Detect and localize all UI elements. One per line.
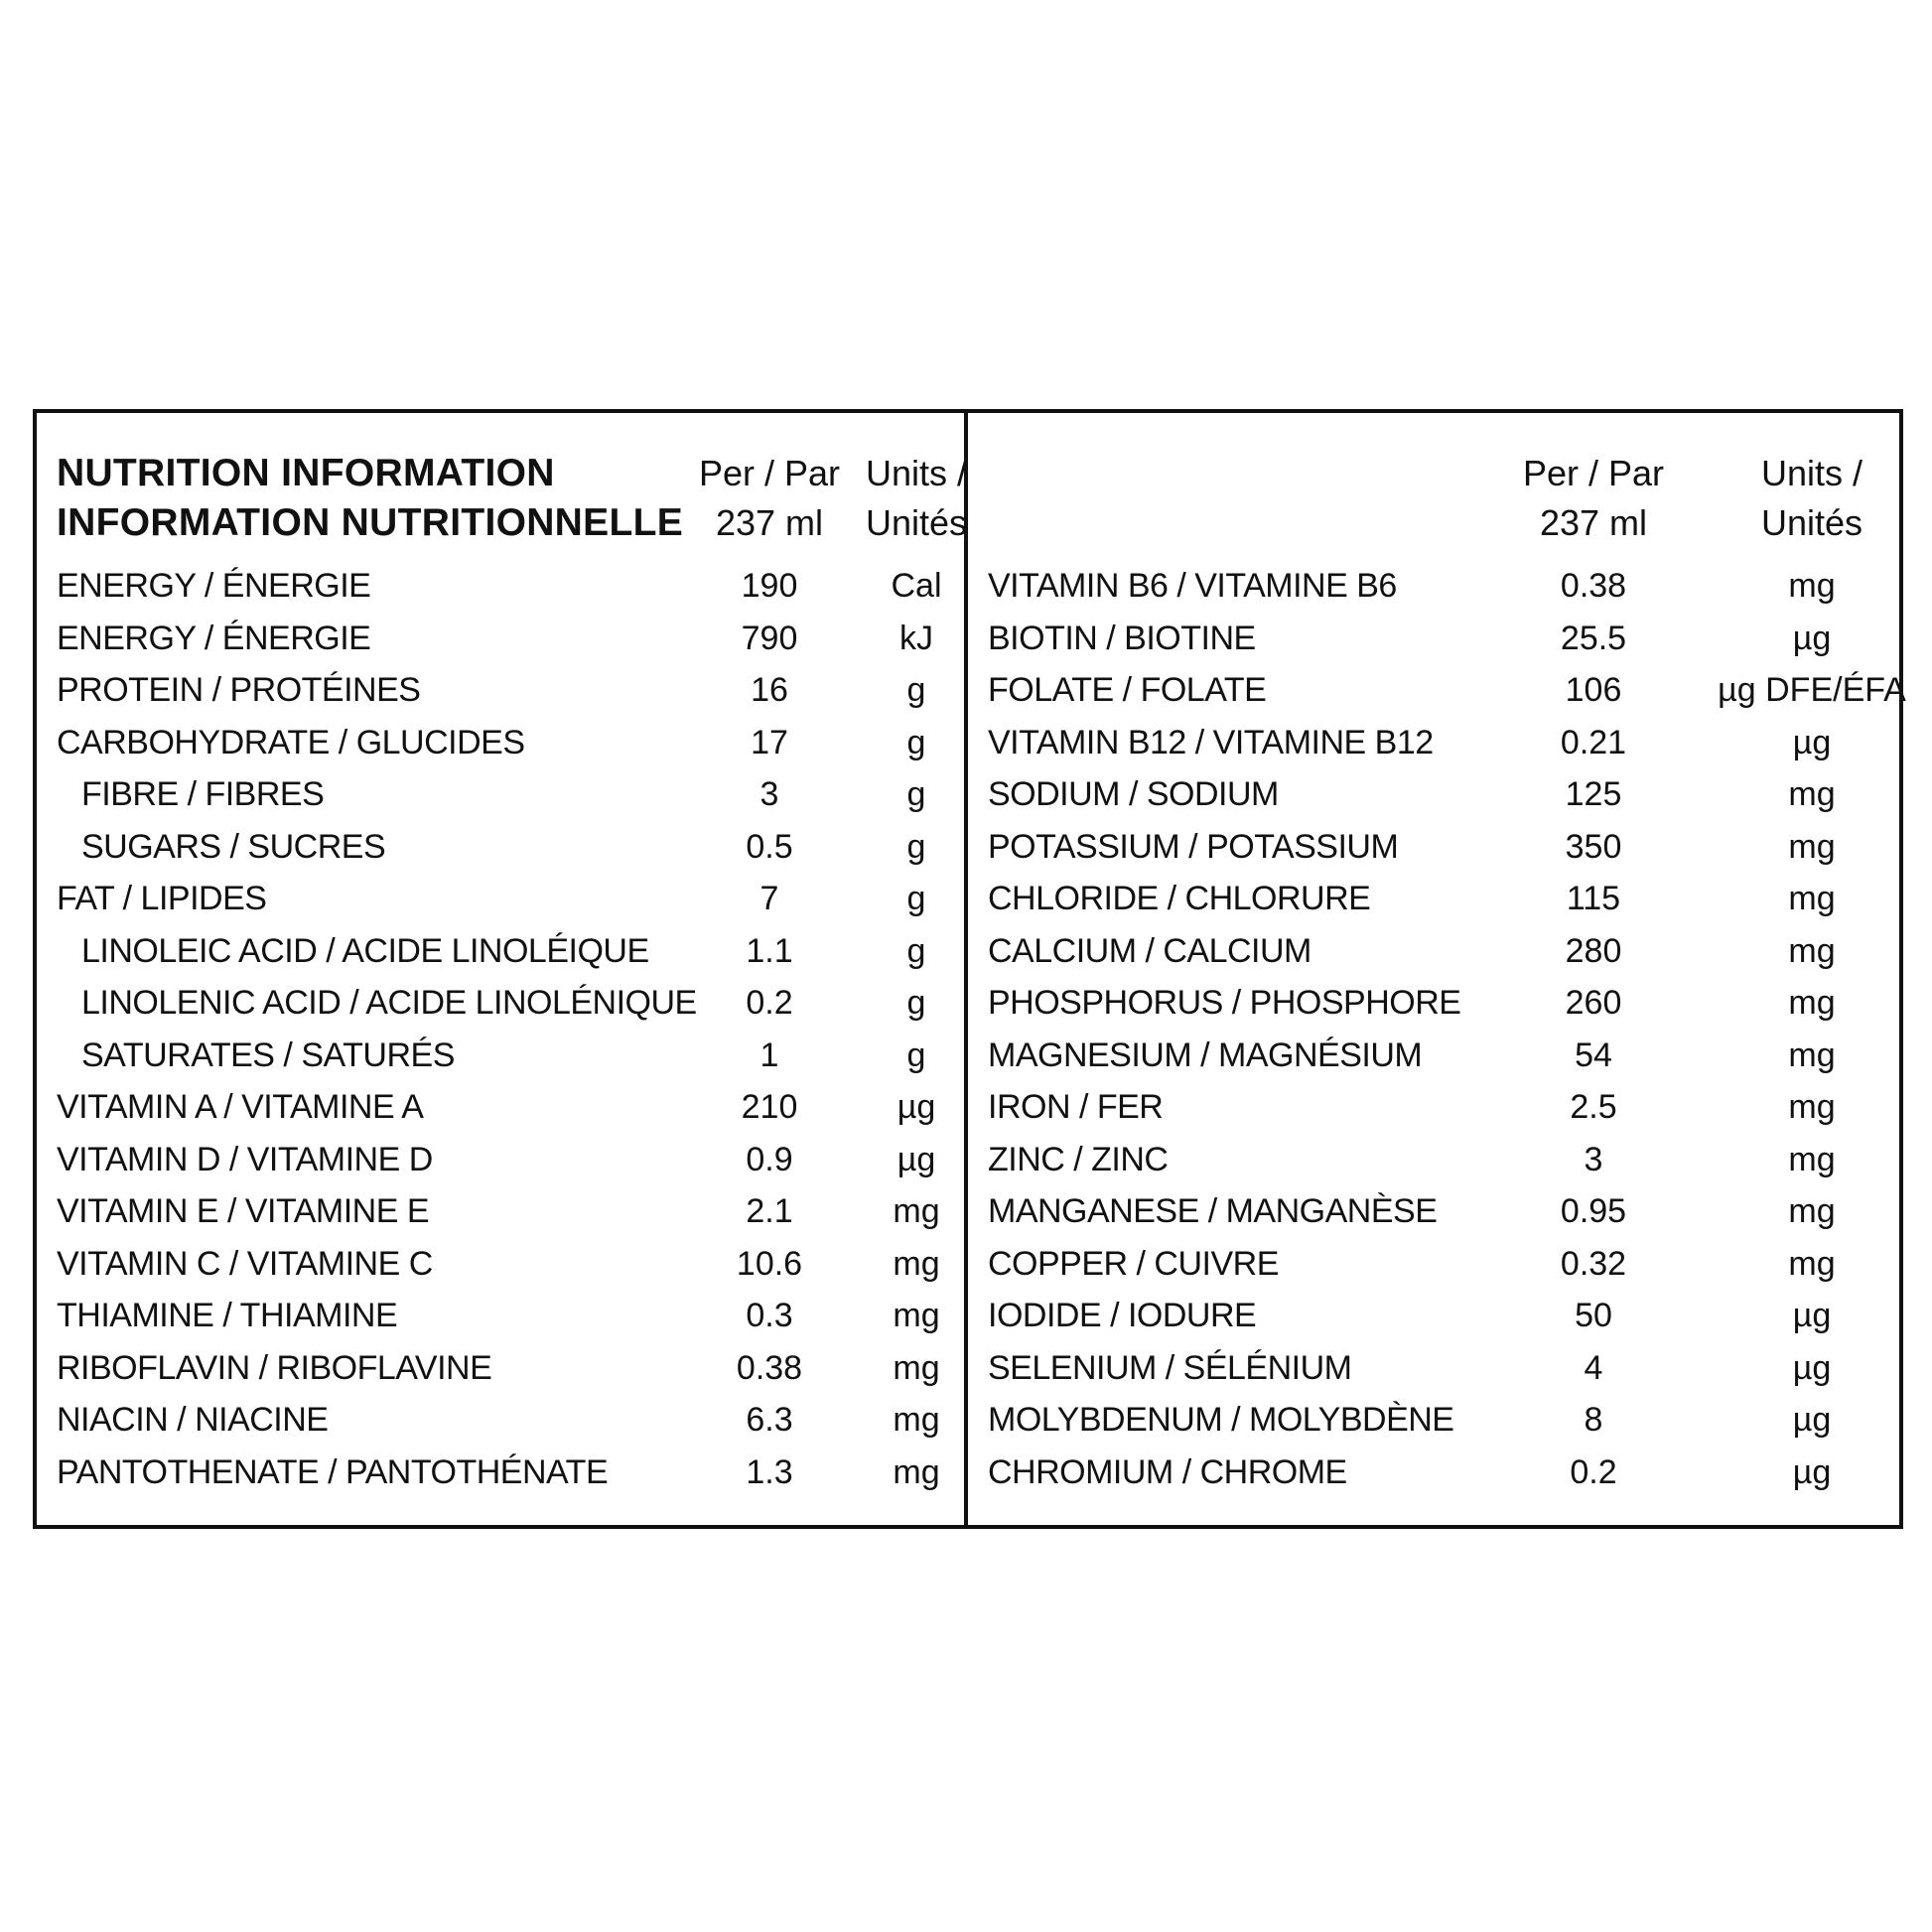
nutrient-row [968,768,1899,821]
per-header-line1: Per / Par [698,453,841,493]
nutrient-row [968,1290,1899,1342]
nutrient-name: CHROMIUM / CHROME [988,1452,1347,1491]
units-header-line1: Units / [865,453,968,493]
nutrient-amount: 350 [1565,827,1622,866]
nutrient-unit: Cal [891,567,942,605]
per-header-line2: 237 ml [715,502,824,543]
nutrient-row [968,664,1906,717]
nutrient-row [968,1185,1899,1238]
nutrient-unit: mg [893,1192,940,1230]
nutrient-name: PANTOTHENATE / PANTOTHÉNATE [57,1452,609,1491]
nutrient-name: VITAMIN C / VITAMINE C [57,1244,433,1283]
nutrient-amount: 0.3 [746,1297,793,1334]
nutrient-row [37,925,964,978]
nutrient-unit: µg [1792,1348,1832,1387]
nutrient-unit: µg [897,1140,936,1178]
nutrient-row [37,1134,964,1186]
nutrient-row [968,560,1899,613]
nutrient-amount: 2.5 [1570,1088,1617,1126]
left-header [37,449,968,558]
nutrient-name: FOLATE / FOLATE [988,671,1267,709]
nutrient-amount: 25.5 [1560,619,1627,657]
nutrient-row [968,1030,1899,1082]
nutrient-name: POTASSIUM / POTASSIUM [988,827,1399,866]
nutrient-row [968,1394,1899,1447]
right-header [968,449,1899,558]
nutrient-amount: 1 [759,1035,779,1074]
nutrient-row [37,873,964,925]
nutrient-amount: 1.1 [746,931,793,970]
nutrient-name: VITAMIN E / VITAMINE E [57,1192,430,1230]
nutrient-name: CARBOHYDRATE / GLUCIDES [57,723,525,761]
nutrient-unit: kJ [899,619,933,657]
nutrient-unit: µg [1792,619,1832,657]
units-header-line2: Unités [1760,502,1863,543]
nutrient-row [968,925,1899,978]
nutrient-row [37,977,964,1030]
nutrient-name: COPPER / CUIVRE [988,1244,1279,1283]
nutrient-amount: 17 [751,723,788,761]
nutrient-name: LINOLEIC ACID / ACIDE LINOLÉIQUE [81,931,649,970]
nutrient-amount: 54 [1575,1035,1612,1074]
nutrient-amount: 260 [1565,984,1622,1022]
nutrient-unit: mg [893,1297,940,1334]
nutrient-amount: 790 [741,619,798,657]
nutrient-row [37,1342,964,1395]
nutrient-unit: mg [1788,1088,1836,1126]
nutrient-row [968,1238,1899,1291]
nutrient-unit: µg [1792,1452,1832,1491]
nutrient-name: PHOSPHORUS / PHOSPHORE [988,984,1461,1022]
nutrient-amount: 0.38 [1560,567,1627,605]
units-header [1663,449,1932,548]
nutrient-row [37,560,964,613]
nutrient-amount: 7 [759,880,779,917]
nutrient-name: RIBOFLAVIN / RIBOFLAVINE [57,1348,492,1387]
nutrient-name: IODIDE / IODURE [988,1297,1257,1334]
left-nutrient-list [37,560,964,1498]
nutrient-row [968,613,1899,665]
nutrient-unit: mg [1788,984,1836,1022]
nutrient-name: VITAMIN B6 / VITAMINE B6 [988,567,1397,605]
units-header-line1: Units / [1760,453,1863,493]
nutrient-unit: mg [893,1244,940,1283]
nutrient-amount: 0.21 [1560,723,1627,761]
nutrient-name: CHLORIDE / CHLORURE [988,880,1371,917]
nutrient-row [37,1447,964,1499]
nutrient-row [37,1185,964,1238]
nutrient-name: SUGARS / SUCRES [81,827,386,866]
units-header-line2: Unités [865,502,968,543]
nutrient-row [968,1342,1899,1395]
nutrient-name: FAT / LIPIDES [57,880,267,917]
nutrient-row [37,664,964,717]
nutrient-amount: 0.5 [746,827,793,866]
nutrient-unit: g [906,984,926,1022]
nutrient-unit: g [906,880,926,917]
nutrient-amount: 1.3 [746,1452,793,1491]
nutrient-name: FIBRE / FIBRES [81,775,325,813]
nutrient-row [37,1081,964,1134]
nutrient-name: SATURATES / SATURÉS [81,1035,455,1074]
nutrient-amount: 125 [1565,775,1622,813]
nutrient-row [968,1447,1899,1499]
nutrient-amount: 6.3 [746,1401,793,1439]
right-nutrient-list [968,560,1906,1498]
nutrient-unit: mg [1788,1192,1836,1230]
nutrient-row [37,768,964,821]
nutrient-amount: 4 [1584,1348,1603,1387]
nutrient-name: MAGNESIUM / MAGNÉSIUM [988,1035,1423,1074]
nutrient-name: ZINC / ZINC [988,1140,1169,1178]
title-french: INFORMATION NUTRITIONNELLE [57,501,684,544]
nutrient-amount: 106 [1565,671,1622,709]
nutrient-name: SELENIUM / SÉLÉNIUM [988,1348,1352,1387]
nutrient-unit: mg [1788,1244,1836,1283]
nutrient-name: BIOTIN / BIOTINE [988,619,1256,657]
nutrient-name: ENERGY / ÉNERGIE [57,619,371,657]
nutrient-row [37,1290,964,1342]
nutrient-name: THIAMINE / THIAMINE [57,1297,398,1334]
nutrient-unit: g [906,723,926,761]
nutrient-name: NIACIN / NIACINE [57,1401,329,1439]
nutrient-amount: 16 [751,671,788,709]
nutrient-amount: 3 [759,775,779,813]
nutrient-unit: mg [1788,1140,1836,1178]
nutrient-row [37,1238,964,1291]
nutrient-name: IRON / FER [988,1088,1164,1126]
nutrient-unit: mg [893,1452,940,1491]
nutrient-name: CALCIUM / CALCIUM [988,931,1311,970]
nutrient-unit: µg [1792,723,1832,761]
nutrient-amount: 3 [1584,1140,1603,1178]
nutrient-amount: 0.9 [746,1140,793,1178]
nutrient-row [968,717,1899,769]
nutrient-unit: g [906,931,926,970]
nutrient-unit: mg [1788,775,1836,813]
nutrient-name: PROTEIN / PROTÉINES [57,671,421,709]
nutrient-amount: 210 [741,1088,798,1126]
nutrient-amount: 0.32 [1560,1244,1627,1283]
nutrient-amount: 190 [741,567,798,605]
nutrient-unit: µg [897,1088,936,1126]
nutrient-unit: g [906,1035,926,1074]
nutrition-panel [33,409,1906,1529]
left-column [37,413,968,1525]
nutrient-row [37,717,964,769]
nutrient-unit: mg [1788,1035,1836,1074]
nutrient-row [968,873,1899,925]
nutrient-amount: 2.1 [746,1192,793,1230]
per-header-line2: 237 ml [1539,502,1648,543]
nutrient-name: MANGANESE / MANGANÈSE [988,1192,1438,1230]
nutrient-row [37,613,964,665]
nutrient-row [968,1134,1899,1186]
nutrient-unit: g [906,827,926,866]
nutrient-unit: mg [1788,827,1836,866]
nutrient-unit: µg DFE/ÉFA [1718,671,1906,709]
nutrient-row [37,1394,964,1447]
nutrient-unit: mg [1788,931,1836,970]
nutrient-name: MOLYBDENUM / MOLYBDÈNE [988,1401,1454,1439]
nutrient-row [37,1030,964,1082]
title-english: NUTRITION INFORMATION [57,452,555,494]
nutrient-unit: g [906,775,926,813]
nutrient-unit: µg [1792,1297,1832,1334]
nutrient-amount: 0.2 [1570,1452,1617,1491]
nutrient-name: VITAMIN B12 / VITAMINE B12 [988,723,1434,761]
nutrient-name: VITAMIN A / VITAMINE A [57,1088,424,1126]
nutrient-row [968,1081,1899,1134]
nutrient-name: ENERGY / ÉNERGIE [57,567,371,605]
nutrient-unit: mg [1788,567,1836,605]
nutrient-amount: 0.95 [1560,1192,1627,1230]
nutrient-amount: 0.38 [736,1348,803,1387]
nutrient-unit: mg [1788,880,1836,917]
nutrient-name: LINOLENIC ACID / ACIDE LINOLÉNIQUE [81,984,697,1022]
nutrient-name: VITAMIN D / VITAMINE D [57,1140,433,1178]
nutrient-row [968,977,1899,1030]
nutrient-amount: 10.6 [736,1244,803,1283]
nutrient-unit: mg [893,1401,940,1439]
panel-title [57,449,683,548]
right-column [968,413,1906,1525]
nutrient-amount: 8 [1584,1401,1603,1439]
nutrient-unit: g [906,671,926,709]
nutrient-unit: µg [1792,1401,1832,1439]
per-header-line1: Per / Par [1522,453,1665,493]
nutrient-amount: 50 [1575,1297,1612,1334]
nutrient-name: SODIUM / SODIUM [988,775,1279,813]
nutrient-amount: 115 [1566,880,1621,917]
nutrient-row [37,821,964,874]
nutrient-amount: 280 [1565,931,1622,970]
nutrient-row [968,821,1899,874]
nutrient-amount: 0.2 [746,984,793,1022]
nutrient-unit: mg [893,1348,940,1387]
